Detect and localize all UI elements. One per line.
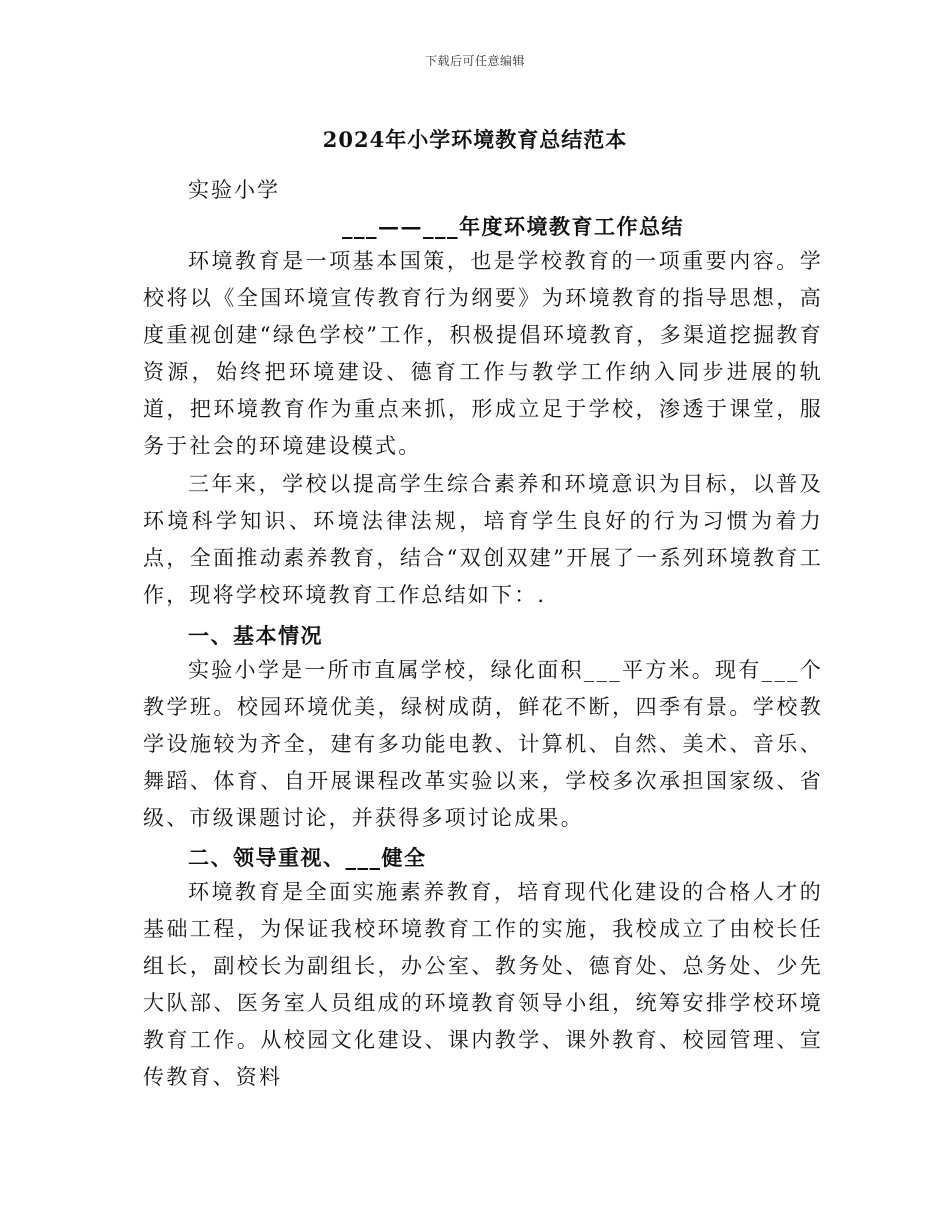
document-subtitle: ___——___年度环境教育工作总结 <box>342 214 684 239</box>
section-paragraph-basic-info: 实验小学是一所市直属学校，绿化面积___平方米。现有___个教学班。校园环境优美，绿树成荫，鲜花不断，四季有景。学校教学设施较为齐全，建有多功能电教、计算机、自然、美术、音乐、舞蹈、体育、自开展课程改革实验以来，学校多次承担国家级、省级、市级课题讨论，并获得多项讨论成果。 <box>143 658 823 830</box>
section-paragraph-leadership: 环境教育是全面实施素养教育，培育现代化建设的合格人才的基础工程，为保证我校环境教育工作的实施，我校成立了由校长任组长，副校长为副组长，办公室、教务处、德育处、总务处、少先大队部、医务室人员组成的环境教育领导小组，统筹安排学校环境教育工作。从校园文化建设、课内教学、课外教育、校园管理、宣传教育、资料 <box>143 880 823 1089</box>
section-heading-leadership: 二、领导重视、___健全 <box>188 845 427 870</box>
document-title: 2024年小学环境教育总结范本 <box>322 127 628 152</box>
summary-paragraph: 三年来，学校以提高学生综合素养和环境意识为目标，以普及环境科学知识、环境法律法规，培育学生良好的行为习惯为着力点，全面推动素养教育，结合“双创双建”开展了一系列环境教育工作，现将学校环境教育工作总结如下：. <box>143 472 823 607</box>
section-heading-basic-info: 一、基本情况 <box>188 623 323 648</box>
page-header-note: 下载后可任意编辑 <box>424 54 525 68</box>
intro-paragraph: 环境教育是一项基本国策，也是学校教育的一项重要内容。学校将以《全国环境宣传教育行为纲要》为环境教育的指导思想，高度重视创建“绿色学校”工作，积极提倡环境教育，多渠道挖掘教育资源，始终把环境建设、德育工作与教学工作纳入同步进展的轨道，把环境教育作为重点来抓，形成立足于学校，渗透于课堂，服务于社会的环境建设模式。 <box>143 249 823 458</box>
school-name: 实验小学 <box>188 178 280 202</box>
